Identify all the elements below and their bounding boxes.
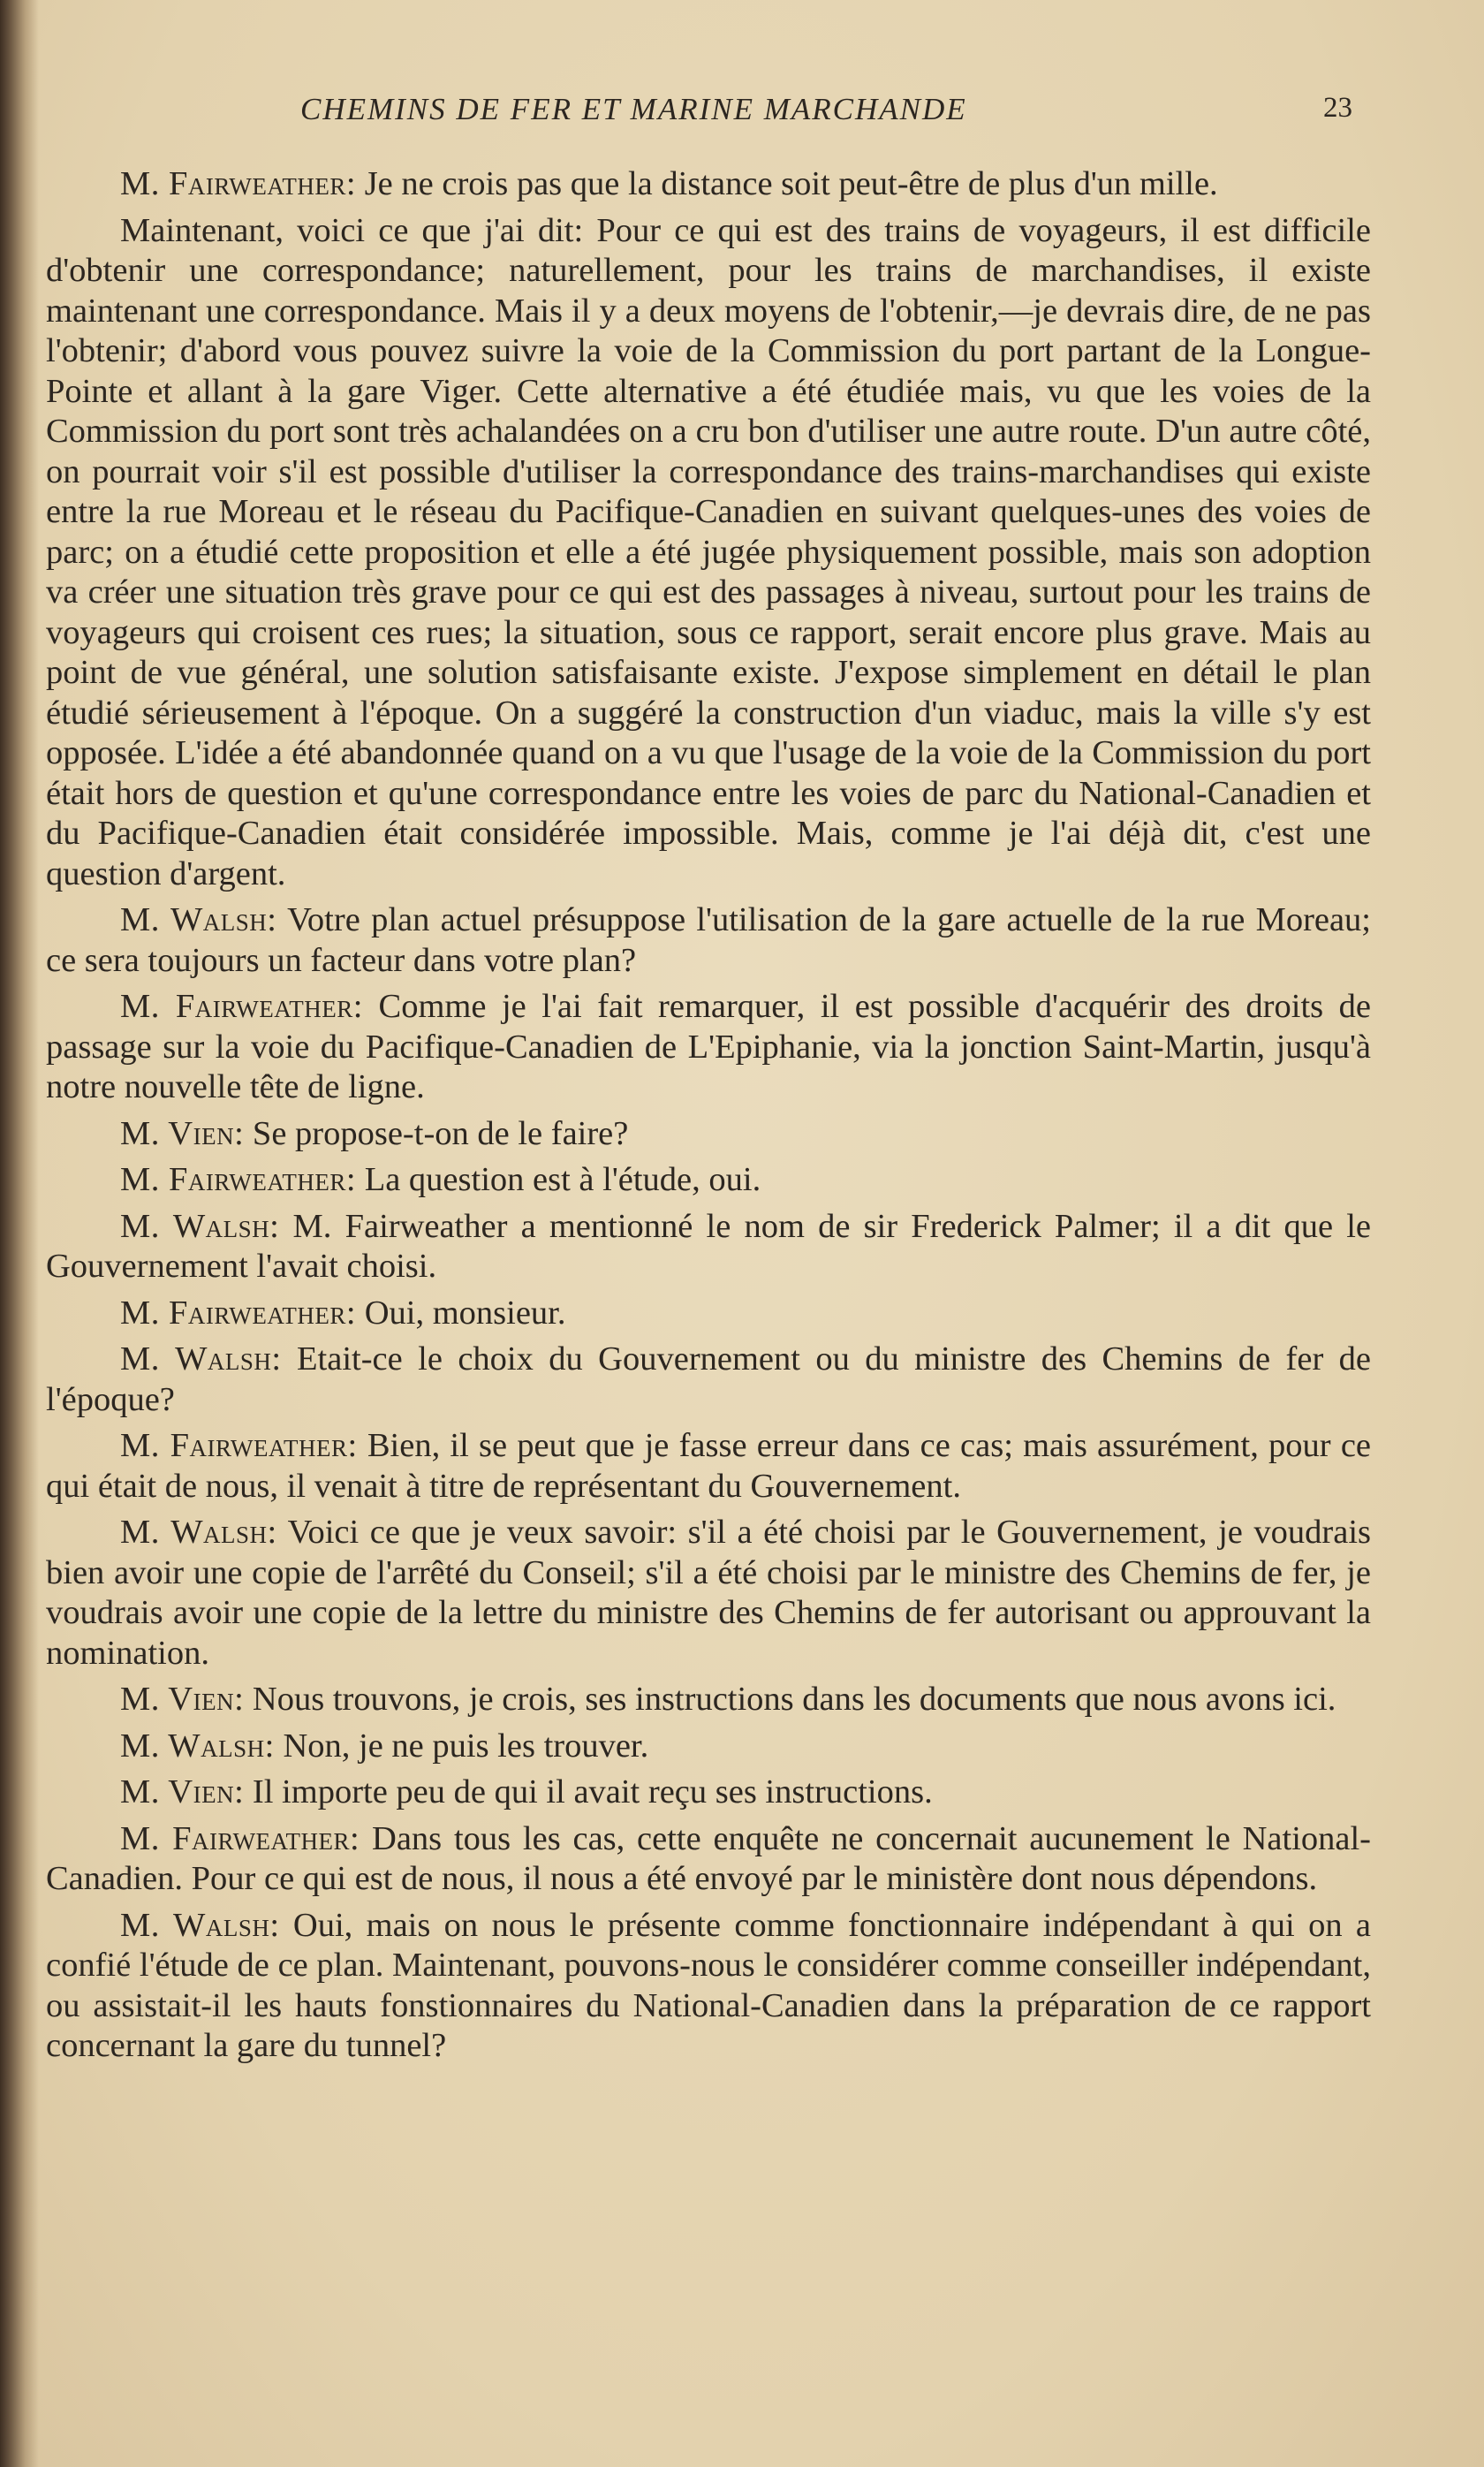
paragraph — [46, 987, 1371, 1108]
paragraph-text: Non, je ne puis les trouver. — [274, 1727, 649, 1765]
paragraph-text: Voici ce que je veux savoir: s'il a été choisi par le Gouvernement, je voudrais bien avoir une copie de l'arrêté du Conseil; s'il a été choisi par le ministre des Chemins de fer, je voudrais avoir une copie de la lettre du ministre des Chemins de fer autorisant ou approuvant la nomination. — [46, 1514, 1372, 1672]
paragraph-text: Je ne crois pas que la distance soit peut-être de plus d'un mille. — [356, 165, 1218, 202]
speaker-name: M. Fairweather: — [120, 165, 357, 202]
paragraph — [46, 164, 1371, 205]
speaker-name: M. Vien: — [120, 1114, 245, 1152]
paragraph — [46, 1819, 1371, 1900]
paragraph-text: La question est à l'étude, oui. — [356, 1161, 761, 1198]
paragraph — [46, 1906, 1371, 2067]
paragraph — [46, 1680, 1371, 1720]
paragraph-text: Dans tous les cas, cette enquête ne concernait aucunement le National-Canadien. Pour ce qui est de nous, il nous a été envoyé par le ministère dont nous dépendons. — [46, 1819, 1371, 1897]
paragraph — [46, 1294, 1371, 1334]
paragraph-text: Etait-ce le choix du Gouvernement ou du ministre des Chemins de fer de l'époque? — [46, 1340, 1372, 1418]
paragraph — [46, 1160, 1371, 1201]
speaker-name: M. Fairweather: — [120, 988, 363, 1025]
page-binding-edge — [0, 0, 39, 2467]
paragraph — [46, 900, 1371, 981]
speaker-name: M. Walsh: — [120, 1906, 280, 1944]
speaker-name: M. Vien: — [120, 1681, 245, 1718]
speaker-name: M. Fairweather: — [120, 1294, 357, 1332]
speaker-name: M. Vien: — [120, 1773, 245, 1810]
paragraph-text: Maintenant, voici ce que j'ai dit: Pour ce qui est des trains de voyageurs, il est difficile d'obtenir une correspondance; naturellement, pour les trains de marchandises, il existe maintenant une correspondance. Mais il y a deux moyens de l'obtenir,—je devrais dire, de ne pas l'obtenir; d'abord vous pouvez suivre la voie de la Commission du port partant de la Longue-Pointe et allant à la gare Viger. Cette alternative a été étudiée mais, vu que les voies de la Commission du port sont très achalandées on a cru bon d'utiliser une autre route. D'un autre côté, on pourrait voir s'il est possible d'utiliser la correspondance des trains-marchandises qui existe entre la rue Moreau et le réseau du Pacifique-Canadien en suivant quelques-unes des voies de parc; on a étudié cette proposition et elle a été jugée physiquement possible, mais son adoption va créer une situation très grave pour ce qui est des passages à niveau, surtout pour les trains de voyageurs qui croisent ces rues; la situation, sous ce rapport, serait encore plus grave. Mais au point de vue général, une solution satisfaisante existe. J'expose simplement en détail le plan étudié sérieusement à l'époque. On a suggéré la construction d'un viaduc, mais la ville s'y est opposée. L'idée a été abandonnée quand on a vu que l'usage de la voie de la Commission du port était hors de question et qu'une correspondance entre les voies de parc du National-Canadien et du Pacifique-Canadien était considérée impossible. Mais, comme je l'ai déjà dit, c'est une question d'argent. — [46, 211, 1371, 892]
paragraph — [46, 1727, 1371, 1767]
paragraph-text: Oui, mais on nous le présente comme fonctionnaire indépendant à qui on a confié l'étude de ce plan. Maintenant, pouvons-nous le considérer comme conseiller indépendant, ou assistait-il les hauts fonstionnaires du National-Canadien dans la préparation de ce rapport concernant la gare du tunnel? — [46, 1906, 1372, 2064]
paragraph-text: Comme je l'ai fait remarquer, il est possible d'acquérir des droits de passage sur la voie du Pacifique-Canadien de L'Epiphanie, via la jonction Saint-Martin, jusqu'à notre nouvelle tête de ligne. — [46, 988, 1371, 1105]
paragraph-text: Nous trouvons, je crois, ses instructions dans les documents que nous avons ici. — [244, 1681, 1336, 1718]
paragraph — [46, 1513, 1371, 1674]
paragraph — [46, 211, 1371, 895]
speaker-name: M. Walsh: — [120, 1514, 277, 1551]
paragraph-text: Il importe peu de qui il avait reçu ses instructions. — [244, 1773, 933, 1810]
running-head — [0, 92, 1484, 136]
paragraph-text: Oui, monsieur. — [356, 1294, 566, 1332]
paragraph — [46, 1340, 1371, 1420]
page-number: 23 — [1323, 92, 1352, 124]
speaker-name: M. Fairweather: — [120, 1819, 360, 1857]
body-text — [46, 164, 1371, 2073]
paragraph — [46, 1426, 1371, 1507]
paragraph — [46, 1772, 1371, 1813]
speaker-name: M. Fairweather: — [120, 1161, 357, 1198]
speaker-name: M. Walsh: — [120, 901, 277, 938]
speaker-name: M. Walsh: — [120, 1340, 282, 1378]
paragraph-text: M. Fairweather a mentionné le nom de sir Frederick Palmer; il a dit que le Gouvernement l'avait choisi. — [46, 1207, 1371, 1285]
speaker-name: M. Fairweather: — [120, 1427, 358, 1464]
running-head-title: CHEMINS DE FER ET MARINE MARCHANDE — [300, 92, 967, 126]
paragraph-text: Votre plan actuel présuppose l'utilisation de la gare actuelle de la rue Moreau; ce sera toujours un facteur dans votre plan? — [46, 901, 1372, 979]
paragraph-text: Se propose-t-on de le faire? — [244, 1114, 629, 1152]
paragraph-text: Bien, il se peut que je fasse erreur dans ce cas; mais assurément, pour ce qui était de nous, il venait à titre de représentant du Gouvernement. — [46, 1427, 1371, 1505]
speaker-name: M. Walsh: — [120, 1207, 280, 1245]
speaker-name: M. Walsh: — [120, 1727, 275, 1765]
paragraph — [46, 1114, 1371, 1155]
paragraph — [46, 1207, 1371, 1287]
